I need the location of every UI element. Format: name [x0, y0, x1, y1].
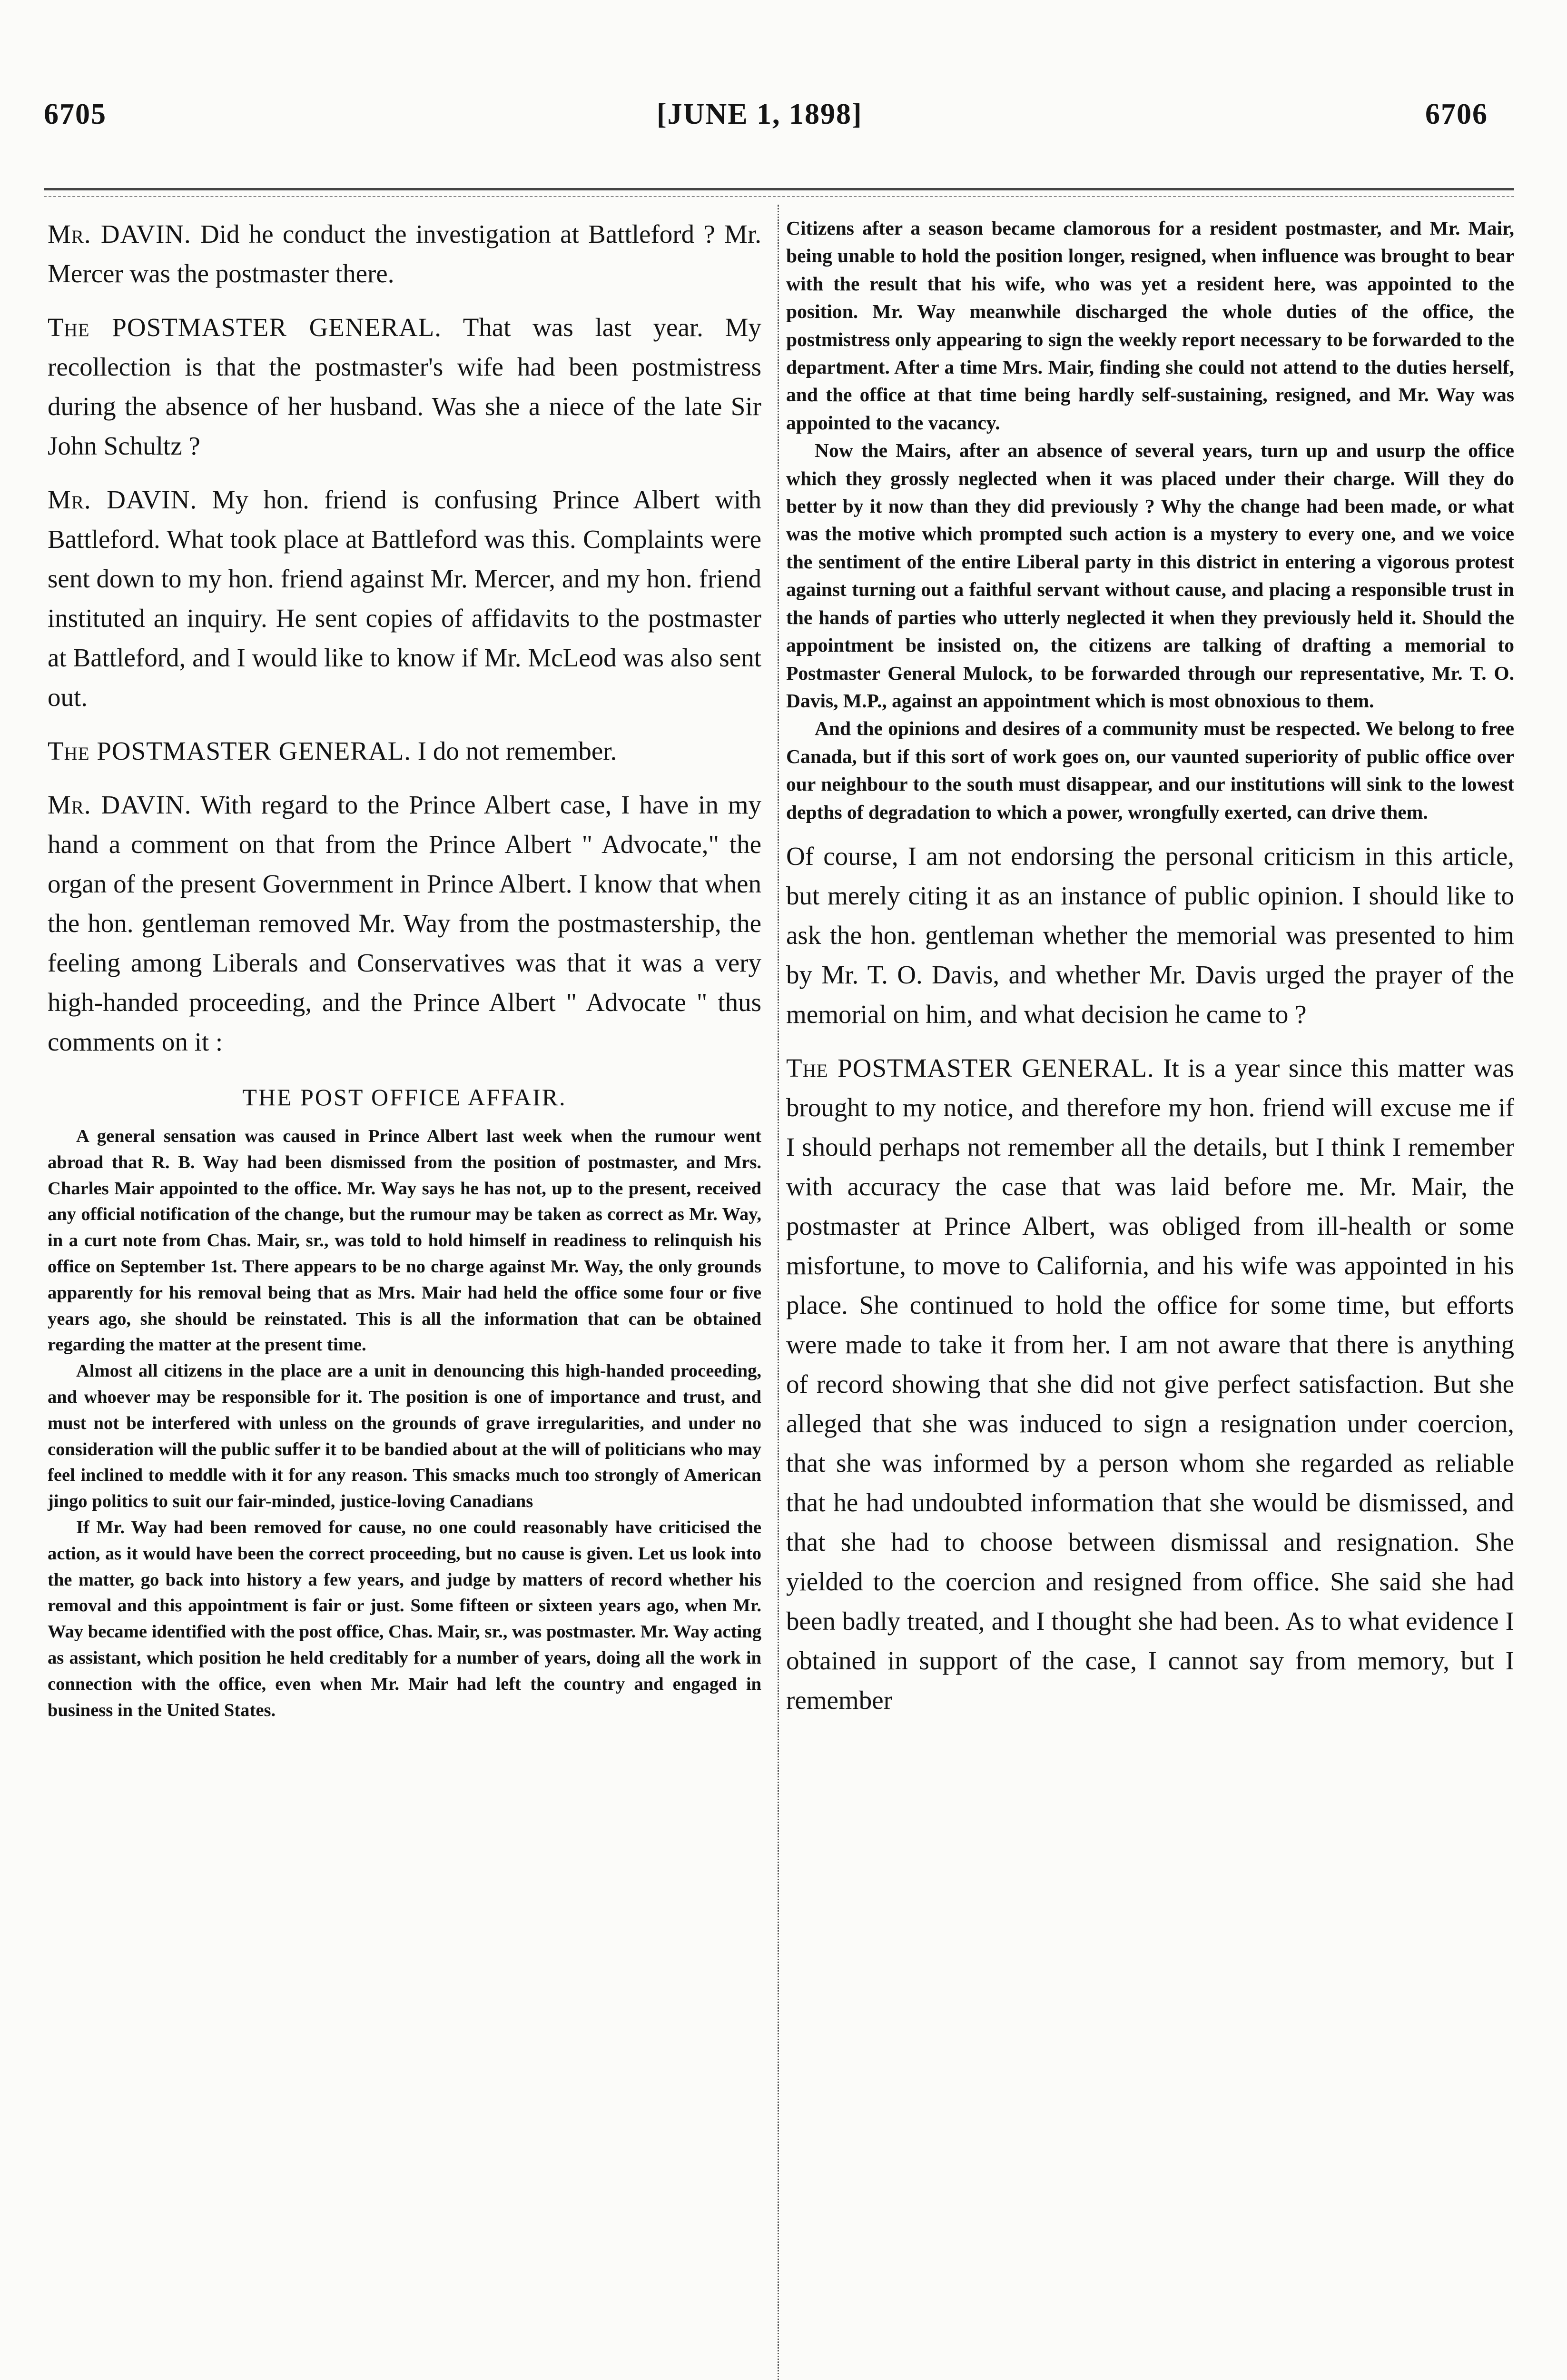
speech-text: With regard to the Prince Albert case, I have in my hand a comment on that from the Prince Albert " Advocate," the organ of the present Government in Prince Albert. I know that when the hon. gentleman removed Mr. Way from the postmastership, the feeling among Liberals and Conservatives was that it was a very high-handed proceeding, and the Prince Albert " Advocate " thus comments on it :: [48, 790, 761, 1056]
speaker-name: The POSTMASTER GENERAL.: [48, 736, 412, 765]
quoted-paragraph: If Mr. Way had been removed for cause, no one could reasonably have criticised the action, as it would have been the correct proceeding, but no cause is given. Let us look into the matter, go back into history a few years, and judge by matters of record whether his removal and this appointment is fair or just. Some fifteen or sixteen years ago, when Mr. Way became identified with the post office, Chas. Mair, sr., was postmaster. Mr. Way acting as assistant, which position he held creditably for a number of years, doing all the work in connection with the office, even when Mr. Mair had left the country and engaged in business in the United States.: [48, 1517, 761, 1720]
speaker-name: The POSTMASTER GENERAL.: [48, 313, 442, 342]
speaker-name: Mr. DAVIN.: [48, 219, 191, 248]
speech-text: That was last year. My recollection is that the postmaster's wife had been postmistress during the absence of her husband. Was she a niece of the late Sir John Schultz ?: [48, 313, 762, 460]
speech-paragraph: [48, 480, 761, 717]
speech-paragraph: [48, 785, 761, 1061]
quoted-paragraph: Almost all citizens in the place are a unit in denouncing this high-handed proceeding, and whoever may be responsible for it. The position is one of importance and trust, and must not be interfered with unless on the grounds of grave irregularities, and under no consideration will the public suffer it to be bandied about at the will of politicians who may feel inclined to meddle with it for any reason. This smacks much too strongly of American jingo politics to suit our fair-minded, justice-loving Canadians: [48, 1361, 761, 1512]
speech-text: I do not remember.: [411, 736, 617, 765]
speech-text: It is a year since this matter was brought to my notice, and therefore my hon. friend will excuse me if I should perhaps not remember all the details, but I think I remember with accuracy the case that was laid before me. Mr. Mair, the postmaster at Prince Albert, was obliged from ill-health or some misfortune, to move to California, and his wife was appointed in his place. She continued to hold the office for some time, but efforts were made to take it from her. I am not aware that there is anything of record showing that she did not give perfect satisfaction. But she alleged that she was induced to sign a resignation under coercion, that she was informed by a person whom she regarded as reliable that he had undoubted information that she would be dismissed, and that she had to choose between dismissal and resignation. She yielded to the coercion and resigned from office. She said she had been badly treated, and I thought she had been. As to what evidence I obtained in support of the case, I cannot say from memory, but I remember: [786, 1053, 1514, 1715]
header-rule: [44, 188, 1514, 190]
page-number-left: 6705: [44, 98, 107, 130]
speech-paragraph: [786, 836, 1514, 1034]
quote-title: THE POST OFFICE AFFAIR.: [242, 1084, 567, 1111]
column-divider: [778, 205, 779, 2380]
right-column: [786, 214, 1514, 1734]
speech-paragraph: [48, 731, 761, 771]
quoted-paragraph: Citizens after a season became clamorous for a resident postmaster, and Mr. Mair, being unable to hold the position longer, resigned, when influence was brought to bear with the result that his wife, who was yet a resident here, was appointed to the position. Mr. Way meanwhile discharged the whole duties of the office, the postmistress only appearing to sign the weekly report necessary to be forwarded to the department. After a time Mrs. Mair, finding she could not attend to the duties herself, and the office at that time being hardly self-sustaining, resigned, and Mr. Way was appointed to the vacancy.: [786, 217, 1514, 434]
speech-text: Did he conduct the investigation at Battleford ? Mr. Mercer was the postmaster there.: [48, 219, 761, 288]
speech-text: My hon. friend is confusing Prince Albert with Battleford. What took place at Battleford was this. Complaints were sent down to my hon. friend against Mr. Mercer, and my hon. friend instituted an inquiry. He sent copies of affidavits to the postmaster at Battleford, and I would like to know if Mr. McLeod was also sent out.: [48, 485, 761, 712]
speech-paragraph: [786, 1048, 1514, 1720]
left-column: [48, 214, 761, 1723]
speaker-name: The POSTMASTER GENERAL.: [786, 1053, 1154, 1082]
page-date: [JUNE 1, 1898]: [657, 98, 863, 130]
speech-paragraph: [48, 307, 761, 466]
page-number-right: 6706: [1425, 98, 1488, 130]
speaker-name: Mr. DAVIN.: [48, 790, 192, 819]
quoted-paragraph: And the opinions and desires of a community must be respected. We belong to free Canada, but if this sort of work goes on, our vaunted superiority of public office over our neighbour to the south must disappear, and our institutions will sink to the lowest depths of degradation to which a power, wrongfully exerted, can drive them.: [786, 717, 1514, 823]
speech-paragraph: [48, 214, 761, 293]
speech-text: Of course, I am not endorsing the personal criticism in this article, but merely citing it as an instance of public opinion. I should like to ask the hon. gentleman whether the memorial was presented to him by Mr. T. O. Davis, and whether Mr. Davis urged the prayer of the memorial on him, and what decision he came to ?: [786, 841, 1514, 1029]
speaker-name: Mr. DAVIN.: [48, 485, 197, 514]
quoted-paragraph: A general sensation was caused in Prince Albert last week when the rumour went abroad that R. B. Way had been dismissed from the position of postmaster, and Mrs. Charles Mair appointed to the office. Mr. Way says he has not, up to the present, received any official notification of the change, but the rumour may be taken as correct as Mr. Way, in a curt note from Chas. Mair, sr., was told to hold himself in readiness to relinquish his office on September 1st. There appears to be no charge against Mr. Way, the only grounds apparently for his removal being that as Mrs. Mair had held the office some four or five years ago, she should be reinstated. This is all the information that can be obtained regarding the matter at the present time.: [48, 1126, 761, 1355]
quoted-paragraph: Now the Mairs, after an absence of several years, turn up and usurp the office which they grossly neglected when it was placed under their charge. Will they do better by it now than they did previously ? Why the change had been made, or what was the motive which prompted such action is a mystery to every one, and we voice the sentiment of the entire Liberal party in this district in entering a vigorous protest against turning out a faithful servant without cause, and placing a responsible trust in the hands of parties who utterly neglected it when they previously held it. Should the appointment be insisted on, the citizens are talking of drafting a memorial to Postmaster General Mulock, to be forwarded through our representative, Mr. T. O. Davis, M.P., against an appointment which is most obnoxious to them.: [786, 439, 1514, 712]
header-rule-dashed: [44, 196, 1514, 197]
